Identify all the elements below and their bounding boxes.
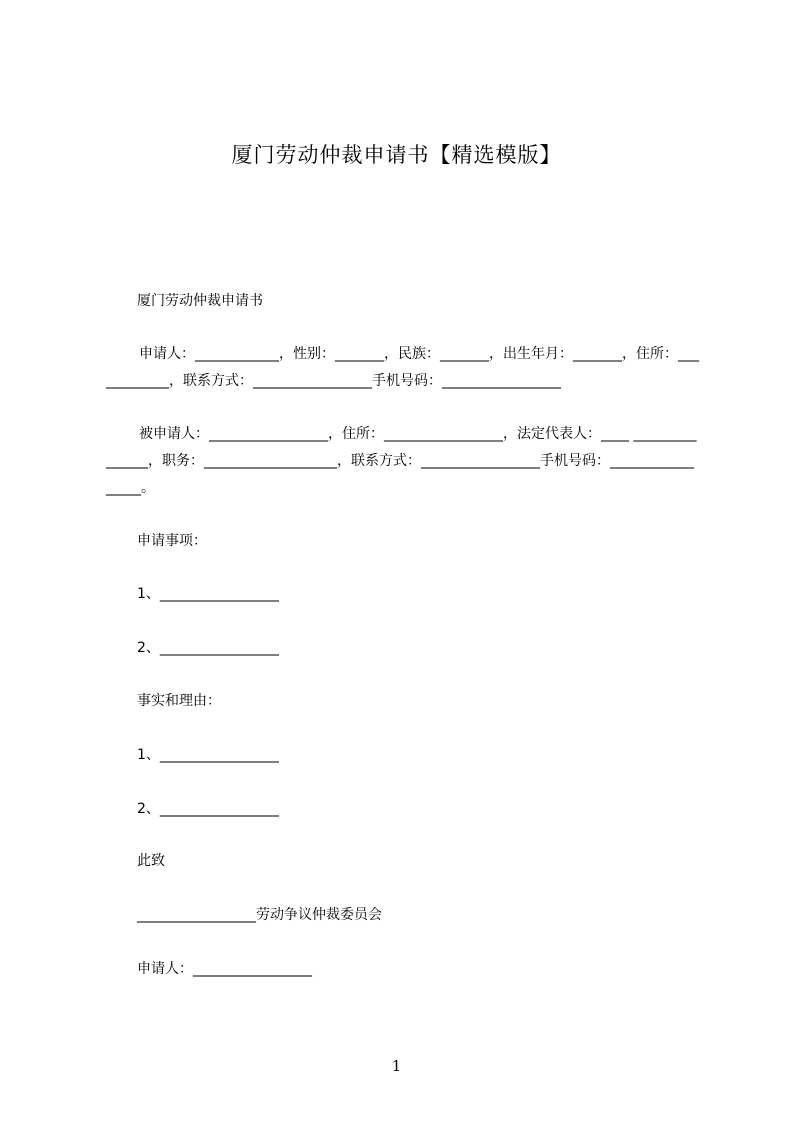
fact-item-2: 2、_________________ bbox=[137, 801, 279, 817]
claims-label: 申请事项： bbox=[137, 533, 207, 549]
respondent-info-paragraph: 被申请人：_________________，住所：_________________，法定代表人：____ _______________，职务：___________________，联系方式：_________________手机号码：_________________。 bbox=[106, 426, 697, 496]
page-number: 1 bbox=[391, 1057, 402, 1075]
applicant-signature-line: 申请人：_________________ bbox=[137, 961, 312, 977]
applicant-info-paragraph: 申请人：____________，性别：_______，民族：_______，出生年月：_______，住所：____________，联系方式：_________________手机号码：_________________ bbox=[106, 346, 699, 389]
document-title: 厦门劳动仲裁申请书【精选模版】 bbox=[231, 143, 562, 167]
fact-item-1: 1、_________________ bbox=[137, 747, 279, 763]
document-heading: 厦门劳动仲裁申请书 bbox=[137, 293, 263, 309]
closing-salutation: 此致 bbox=[137, 853, 165, 869]
claim-item-1: 1、_________________ bbox=[137, 586, 279, 602]
claim-item-2: 2、_________________ bbox=[137, 640, 279, 656]
arbitration-committee-line: _________________劳动争议仲裁委员会 bbox=[137, 907, 382, 923]
facts-label: 事实和理由： bbox=[137, 693, 221, 709]
